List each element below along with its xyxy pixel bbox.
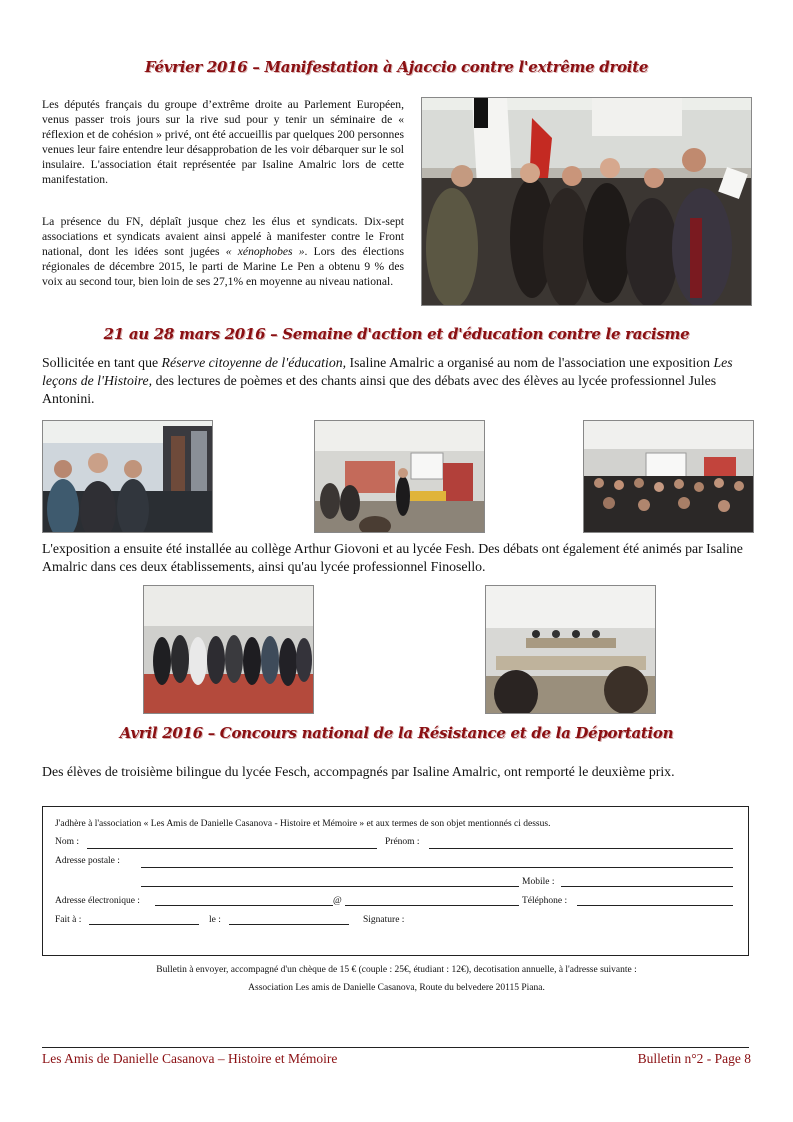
section3-para1: Des élèves de troisième bilingue du lycée Fesch, accompagnés par Isaline Amalric, ont remporté le deuxième prix. <box>42 764 675 779</box>
telephone-field[interactable] <box>577 905 733 906</box>
footer-page-number: Bulletin n°2 - Page 8 <box>637 1051 751 1066</box>
footer-rule <box>42 1047 749 1048</box>
fait-field[interactable] <box>89 924 199 925</box>
le-label: le : <box>209 915 221 925</box>
section1-para2: La présence du FN, déplaît jusque chez les élus et syndicats. Dix-sept associations et syndicats avaient ainsi appelé à manifester contre le Front national, dont les idées sont jugées « xénophobes ». Lors des élections régionales de décembre 2015, le parti de Marine Le Pen a obtenu 9 % des voix au second tour, bien loin de ses 27,1% en moyenne au niveau national. <box>42 215 404 288</box>
nom-field[interactable] <box>87 848 377 849</box>
membership-form <box>42 806 749 956</box>
nom-label: Nom : <box>55 837 80 847</box>
telephone-label: Téléphone : <box>522 896 568 906</box>
at-sign: @ <box>333 896 342 906</box>
note-line-1: Bulletin à envoyer, accompagné d'un chèque de 15 € (couple : 25€, étudiant : 12€), decotisation annuelle, à l'adresse suivante : <box>156 965 637 975</box>
prenom-label: Prénom : <box>385 837 420 847</box>
section-heading-fevrier: Février 2016 – Manifestation à Ajaccio contre l'extrême droite <box>144 58 649 76</box>
prenom-field[interactable] <box>429 848 733 849</box>
exhibition-photo-2 <box>314 420 485 533</box>
students-group-photo <box>143 585 314 714</box>
section-heading-mars: 21 au 28 mars 2016 – Semaine d'action et d'éducation contre le racisme <box>103 325 690 343</box>
form-intro: J'adhère à l'association « Les Amis de Danielle Casanova - Histoire et Mémoire » et aux termes de son objet mentionnés ci dessus. <box>55 819 551 829</box>
mobile-field[interactable] <box>561 886 733 887</box>
le-field[interactable] <box>229 924 349 925</box>
protest-photo <box>421 97 752 306</box>
exhibition-photo-1 <box>42 420 213 533</box>
email-field-user[interactable] <box>155 905 333 906</box>
adresse-field-2[interactable] <box>141 886 519 887</box>
email-label: Adresse électronique : <box>55 896 140 906</box>
note-line-2: Association Les amis de Danielle Casanova, Route du belvedere 20115 Piana. <box>248 983 545 993</box>
section1-para1: Les députés français du groupe d’extrême droite au Parlement Européen, venus passer trois jours sur la rive sud pour y tenir un séminaire de « réflexion et de cohésion » privé, ont été accueillis par quelques 200 personnes venues leur faire entendre leur désapprobation de les voir débarquer sur le sol insulaire. L'association était représentée par Isaline Amalric lors de cette manifestation. <box>42 98 404 186</box>
adresse-label: Adresse postale : <box>55 856 120 866</box>
footer-left: Les Amis de Danielle Casanova – Histoire et Mémoire <box>42 1051 338 1066</box>
fait-label: Fait à : <box>55 915 82 925</box>
section-heading-avril: Avril 2016 – Concours national de la Résistance et de la Déportation <box>119 724 674 742</box>
email-field-domain[interactable] <box>345 905 519 906</box>
exhibition-photo-3 <box>583 420 754 533</box>
signature-label: Signature : <box>363 915 405 925</box>
adresse-field[interactable] <box>141 867 733 868</box>
section2-para2: L'exposition a ensuite été installée au collège Arthur Giovoni et au lycée Fesh. Des débats ont également été animés par Isaline Amalric dans ces deux établissements, ainsi qu'au lycée professionnel Finosello. <box>42 541 743 574</box>
debate-photo <box>485 585 656 714</box>
mobile-label: Mobile : <box>522 877 555 887</box>
section2-para1: Sollicitée en tant que Réserve citoyenne de l'éducation, Isaline Amalric a organisé au nom de l'association une exposition Les leçons de l'Histoire, des lectures de poèmes et des chants ainsi que des débats avec des élèves au lycée professionnel Jules Antonini. <box>42 355 733 406</box>
